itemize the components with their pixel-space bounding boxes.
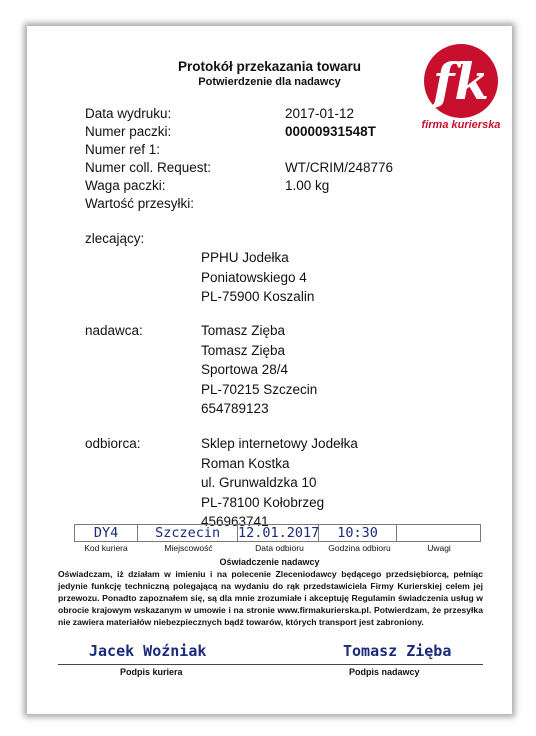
sender-signature: Tomasz Zięba: [343, 642, 452, 660]
svg-text:fk: fk: [432, 52, 490, 111]
pickup-date-field: 12.01.2017: [237, 525, 320, 541]
fk-logo-icon: [411, 41, 511, 151]
courier-code-caption: Kod kuriera: [84, 543, 128, 553]
document-subtitle: Potwierdzenie dla nadawcy: [198, 76, 341, 88]
print-date-value: 2017-01-12: [285, 106, 355, 121]
sender-address: [201, 321, 317, 419]
recipient-line: Sklep internetowy Jodełka: [201, 436, 358, 451]
sender-label: nadawca:: [85, 323, 143, 338]
recipient-address: [201, 434, 358, 532]
package-weight-value: 1.00 kg: [285, 178, 330, 193]
pickup-info-strip: [74, 524, 481, 542]
pickup-date-caption: Data odbioru: [255, 543, 304, 553]
document-sheet: [27, 26, 512, 714]
remarks-caption: Uwagi: [427, 543, 451, 553]
ordering-party-line: Poniatowskiego 4: [201, 269, 307, 285]
sender-signature-label: Podpis nadawcy: [349, 667, 420, 677]
package-value-label: Wartość przesyłki:: [85, 196, 195, 211]
sender-line: 654789123: [201, 401, 269, 416]
courier-code-field: DY4: [75, 525, 138, 541]
document-title: Protokół przekazania towaru: [177, 59, 362, 74]
recipient-label: odbiorca:: [85, 436, 141, 451]
package-weight-label: Waga paczki:: [85, 178, 166, 193]
sender-line: PL-70215 Szczecin: [201, 381, 318, 397]
sender-line: Tomasz Zięba: [201, 323, 286, 338]
coll-request-value: WT/CRIM/248776: [285, 160, 394, 175]
recipient-line: ul. Grunwaldzka 10: [201, 475, 317, 490]
remarks-field: [397, 525, 480, 541]
coll-request-label: Numer coll. Request:: [85, 160, 212, 175]
signature-divider: [58, 664, 483, 665]
logo-tagline: firma kurierska: [421, 119, 501, 131]
recipient-line: Roman Kostka: [201, 455, 290, 471]
pickup-time-field: 10:30: [319, 525, 397, 541]
package-number-value: 00000931548T: [285, 124, 376, 139]
city-field: Szczecin: [138, 525, 238, 541]
ordering-party-label: zlecający:: [85, 231, 145, 246]
package-number-label: Numer paczki:: [85, 124, 172, 139]
pickup-time-caption: Godzina odbioru: [328, 543, 391, 553]
courier-signature: Jacek Woźniak: [89, 642, 207, 660]
ordering-party-line: PPHU Jodełka: [201, 250, 289, 265]
ref-number-label: Numer ref 1:: [85, 142, 161, 157]
pickup-captions: [74, 543, 479, 553]
recipient-line: 456963741: [201, 514, 269, 529]
declaration-text: Oświadczam, iż działam w imieniu i na polecenie Zleceniodawcy będącego przedsiębiorcą, pełniąc jedynie funkcję techniczną polegającą na wydaniu do rąk przedstawiciela Firmy Kurierskiej celem jej przewozu. Ponadto zapoznałem się, są dla mnie zrozumiałe i akceptuję Regulamin świadczenia usług w obrocie krajowym wskazanym w umowie i na stronie www.firmakurierska.pl. Potwierdzam, że przesyłka nie zawiera materiałów niebezpiecznych bądź towarów, których transport jest zabroniony.: [58, 569, 483, 628]
city-caption: Miejscowość: [164, 543, 213, 553]
declaration-title: Oświadczenie nadawcy: [219, 557, 320, 567]
courier-signature-label: Podpis kuriera: [120, 667, 183, 677]
print-date-label: Data wydruku:: [85, 106, 172, 121]
sender-line: Sportowa 28/4: [201, 362, 289, 377]
ordering-party-line: PL-75900 Koszalin: [201, 289, 315, 304]
sender-line: Tomasz Zięba: [201, 342, 286, 358]
recipient-line: PL-78100 Kołobrzeg: [201, 494, 325, 510]
ordering-party-address: [201, 248, 314, 307]
